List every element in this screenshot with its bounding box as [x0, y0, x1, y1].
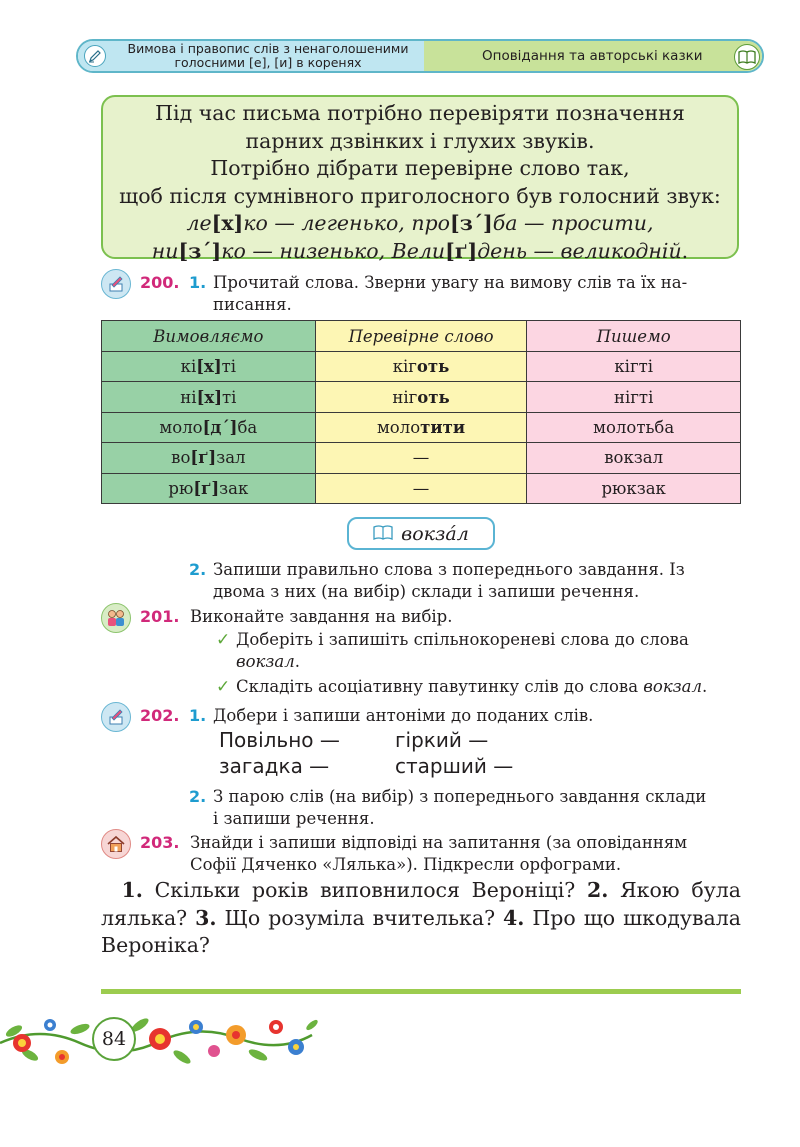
table-row — [102, 412, 741, 442]
dictionary-word-box — [347, 517, 495, 550]
check-word-cell: — — [315, 443, 527, 473]
exercise-number: 200. — [140, 273, 180, 292]
antonym-word: гіркий — — [395, 728, 489, 752]
rule-line: Потрібно дібрати перевірне слово так, — [210, 156, 630, 180]
task-text: Добери і запиши антоніми до поданих слів. — [213, 706, 594, 725]
questions-paragraph: 1. Скільки років виповнилося Вероніці? 2. Якою була лялька? 3. Що розуміла вчителька? 4. Про що шкодувала Вероніка? — [101, 878, 742, 957]
task-text: Виконайте завдання на вибір. — [190, 607, 453, 626]
task-text: Запиши правильно слова з попереднього завдання. Із — [213, 560, 685, 579]
header-topic — [78, 41, 424, 71]
written-cell: кігті — [527, 352, 741, 382]
pen-icon — [84, 45, 106, 67]
task-text: З парою слів (на вибір) з попереднього завдання склади — [213, 787, 707, 806]
table-row — [102, 352, 741, 382]
header-topic-line1: Вимова і правопис слів з ненаголошеними — [127, 41, 409, 56]
write-task-icon — [101, 269, 131, 299]
subtask-number: 1. — [189, 273, 207, 292]
pronounced-cell: ні[х]ті — [102, 382, 316, 412]
task-text: двома з них (на вибір) склади і запиши речення. — [213, 582, 640, 601]
subtask-number: 2. — [189, 787, 207, 806]
table-row — [102, 443, 741, 473]
option-text: Складіть асоціативну павутинку слів до слова вокзал. — [236, 677, 708, 696]
antonym-word: загадка — — [219, 754, 330, 778]
pair-work-icon — [101, 603, 131, 633]
header-section-title: Оповідання та авторські казки — [482, 48, 703, 64]
exercise-number: 201. — [140, 607, 180, 626]
running-header — [76, 39, 764, 73]
task-text: Знайди і запиши відповіді на запитання (за оповіданням — [190, 833, 688, 852]
table-header: Пишемо — [527, 321, 741, 352]
home-task-icon — [101, 829, 131, 859]
rule-line: щоб після сумнівного приголосного був голосний звук: — [119, 183, 721, 208]
task-text: і запиши речення. — [213, 809, 375, 828]
check-word-cell: ніготь — [315, 382, 527, 412]
pronounced-cell: моло[д´]ба — [102, 412, 316, 442]
checkmark-icon: ✓ — [216, 677, 231, 697]
subtask-number: 1. — [189, 706, 207, 725]
page-number: 84 — [92, 1017, 136, 1061]
rule-example: ле[х]ко — легенько, про[з´]ба — просити, — [186, 211, 654, 235]
checkmark-icon: ✓ — [216, 630, 231, 650]
table-header: Вимовляємо — [102, 321, 316, 352]
divider — [101, 989, 741, 994]
check-word-cell: молотити — [315, 412, 527, 442]
written-cell: вокзал — [527, 443, 741, 473]
exercise-number: 202. — [140, 706, 180, 725]
header-section — [424, 41, 762, 71]
written-cell: нігті — [527, 382, 741, 412]
task-text: писання. — [213, 295, 292, 314]
rule-example: ни[з´]ко — низенько, Вели[ґ]день — великодній. — [151, 238, 689, 263]
check-word-cell: кіготь — [315, 352, 527, 382]
table-row — [102, 382, 741, 412]
exercise-number: 203. — [140, 833, 180, 852]
book-icon — [734, 44, 760, 70]
table-header-row — [102, 321, 741, 352]
subtask-number: 2. — [189, 560, 207, 579]
task-text: Прочитай слова. Зверни увагу на вимову слів та їх на- — [213, 273, 688, 292]
floral-ornament — [0, 1003, 320, 1083]
antonym-word: Повільно — — [219, 728, 340, 752]
antonym-word: старший — — [395, 754, 514, 778]
pronounced-cell: рю[ґ]зак — [102, 473, 316, 503]
pronounced-cell: кі[х]ті — [102, 352, 316, 382]
check-word-cell: — — [315, 473, 527, 503]
rule-box — [101, 95, 739, 263]
write-task-icon — [101, 702, 131, 732]
table-row — [102, 473, 741, 503]
pronunciation-table — [101, 320, 741, 504]
header-topic-line2: голосними [е], [и] в коренях — [174, 55, 362, 70]
written-cell: рюкзак — [527, 473, 741, 503]
option-text: вокзал. — [236, 652, 300, 671]
rule-line: парних дзвінких і глухих звуків. — [245, 128, 595, 153]
table-header: Перевірне слово — [315, 321, 527, 352]
option-text: Доберіть і запишіть спільнокореневі слова до слова — [236, 630, 689, 649]
written-cell: молотьба — [527, 412, 741, 442]
rule-line: Під час письма потрібно перевіряти позначення — [155, 101, 685, 125]
dictionary-word: вокза́л — [401, 522, 469, 545]
pronounced-cell: во[ґ]зал — [102, 443, 316, 473]
task-text: Софії Дяченко «Лялька»). Підкресли орфограми. — [190, 855, 622, 874]
book-icon — [373, 523, 393, 545]
